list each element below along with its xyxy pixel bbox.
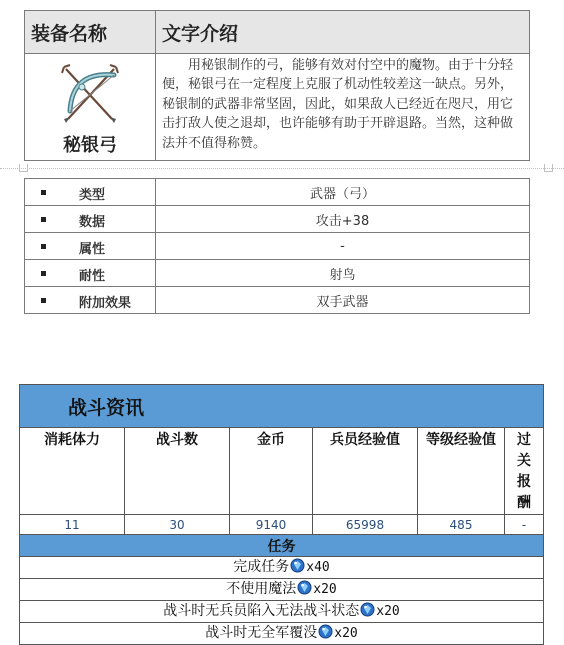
- equipment-table: [24, 10, 530, 161]
- attribute-label: 属性: [79, 242, 106, 257]
- attribute-value: 射鸟: [156, 260, 530, 287]
- value-stamina: 11: [20, 515, 125, 535]
- task-row: [20, 623, 544, 645]
- attribute-value: 双手武器: [156, 287, 530, 314]
- bullet-icon: [41, 190, 46, 195]
- task-row: [20, 557, 544, 579]
- value-level-exp: 485: [418, 515, 505, 535]
- attribute-label: 附加效果: [79, 296, 132, 311]
- task-text: 战斗时无全军覆没: [205, 625, 318, 641]
- task-reward-count: x40: [306, 560, 330, 575]
- task-header: 任务: [20, 535, 544, 557]
- attribute-label: 数据: [79, 215, 106, 230]
- bullet-icon: [41, 244, 46, 249]
- attribute-row: [25, 233, 530, 260]
- attribute-label: 类型: [79, 188, 106, 203]
- blue-gem-icon: [360, 602, 375, 617]
- item-name: 秘银弓: [63, 135, 117, 156]
- value-battles: 30: [125, 515, 230, 535]
- task-row: [20, 601, 544, 623]
- item-description: 用秘银制作的弓，能够有效对付空中的魔物。由于十分轻便，秘银弓在一定程度上克服了机动性较差这一缺点。另外，秘银制的武器非常坚固，因此，如果敌人已经近在咫尺，用它击打敌人使之退却，也许能够有助于开辟退路。当然，这种做法并不值得称赞。: [156, 54, 530, 161]
- col-header-gold: 金币: [230, 428, 313, 515]
- value-troop-exp: 65998: [313, 515, 418, 535]
- col-header-troop-exp: 兵员经验值: [313, 428, 418, 515]
- bullet-icon: [41, 217, 46, 222]
- col-header-clear-reward: 过关报酬: [505, 428, 544, 515]
- page-corner-mark-right: [544, 164, 553, 172]
- col-header-stamina: 消耗体力: [20, 428, 125, 515]
- attribute-row: [25, 179, 530, 206]
- bullet-icon: [41, 271, 46, 276]
- battle-info-table: [19, 384, 544, 645]
- blue-gem-icon: [297, 580, 312, 595]
- page-corner-mark-left: [19, 164, 28, 172]
- attribute-value: 攻击+38: [156, 206, 530, 233]
- task-reward-count: x20: [313, 582, 337, 597]
- battle-info-title: 战斗资讯: [20, 385, 544, 428]
- col-header-battles: 战斗数: [125, 428, 230, 515]
- attribute-value: 武器（弓）: [156, 179, 530, 206]
- attribute-label: 耐性: [79, 269, 106, 284]
- task-text: 战斗时无兵员陷入无法战斗状态: [163, 603, 360, 619]
- header-equipment-name: 装备名称: [25, 11, 156, 54]
- task-text: 完成任务: [233, 559, 290, 575]
- task-row: [20, 579, 544, 601]
- col-header-level-exp: 等级经验值: [418, 428, 505, 515]
- attribute-row: [25, 287, 530, 314]
- attribute-row: [25, 260, 530, 287]
- blue-gem-icon: [290, 558, 305, 573]
- task-reward-count: x20: [334, 626, 358, 641]
- header-description: 文字介绍: [156, 11, 530, 54]
- bullet-icon: [41, 298, 46, 303]
- page-break-line: [0, 168, 564, 169]
- mithril-bow-icon: [56, 61, 124, 129]
- attribute-value: -: [156, 233, 530, 260]
- item-cell: [25, 54, 156, 161]
- task-text: 不使用魔法: [226, 581, 297, 597]
- attribute-row: [25, 206, 530, 233]
- value-clear-reward: -: [505, 515, 544, 535]
- attributes-table: [24, 178, 530, 314]
- blue-gem-icon: [318, 624, 333, 639]
- task-reward-count: x20: [376, 604, 400, 619]
- value-gold: 9140: [230, 515, 313, 535]
